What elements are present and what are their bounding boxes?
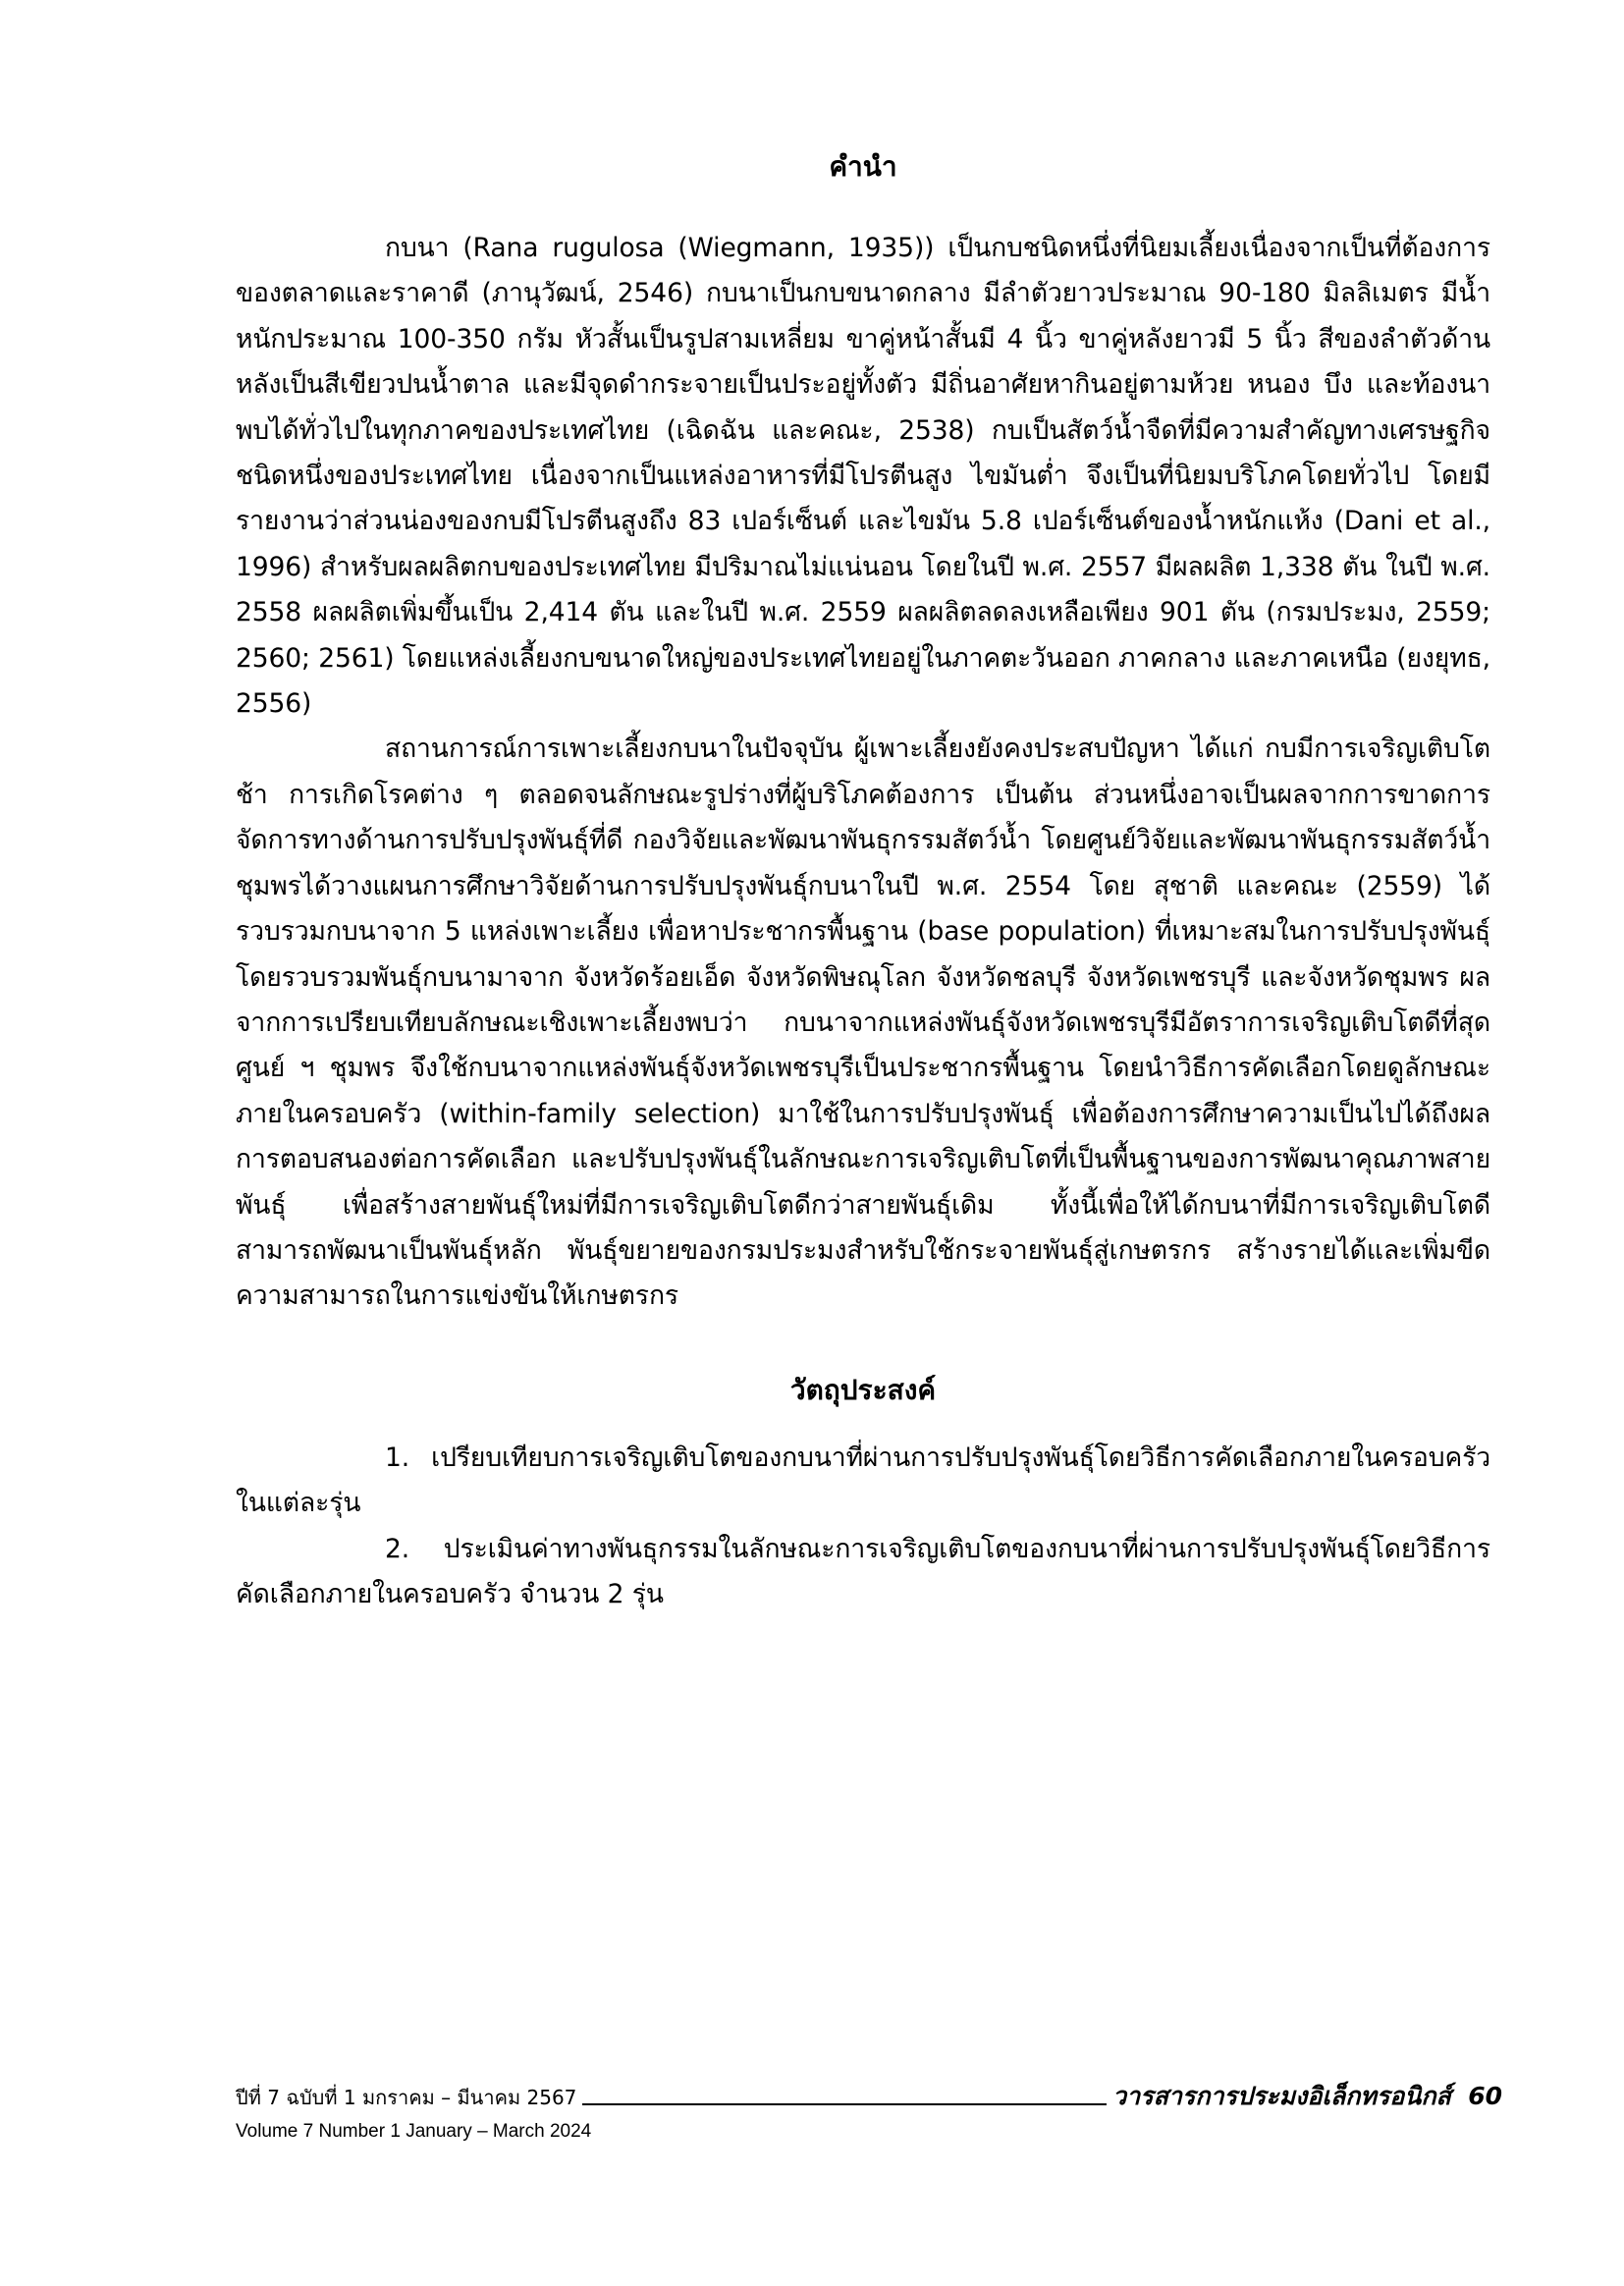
journal-title — [1112, 2082, 1502, 2111]
page-number: 60 — [1468, 2082, 1502, 2110]
intro-paragraph-1: กบนา (Rana rugulosa (Wiegmann, 1935)) เป็นกบชนิดหนึ่งที่นิยมเลี้ยงเนื่องจากเป็นที่ต้องการของตลาดและราคาดี (ภานุวัฒน์, 2546) กบนาเป็นกบขนาดกลาง มีลำตัวยาวประมาณ 90-180 มิลลิเมตร มีน้ำหนักประมาณ 100-350 กรัม หัวสั้นเป็นรูปสามเหลี่ยม ขาคู่หน้าสั้นมี 4 นิ้ว ขาคู่หลังยาวมี 5 นิ้ว สีของลำตัวด้านหลังเป็นสีเขียวปนน้ำตาล และมีจุดดำกระจายเป็นประอยู่ทั้งตัว มีถิ่นอาศัยหากินอยู่ตามห้วย หนอง บึง และท้องนา พบได้ทั่วไปในทุกภาคของประเทศไทย (เฉิดฉัน และคณะ, 2538) กบเป็นสัตว์น้ำจืดที่มีความสำคัญทางเศรษฐกิจชนิดหนึ่งของประเทศไทย เนื่องจากเป็นแหล่งอาหารที่มีโปรตีนสูง ไขมันต่ำ จึงเป็นที่นิยมบริโภคโดยทั่วไป โดยมีรายงานว่าส่วนน่องของกบมีโปรตีนสูงถึง 83 เปอร์เซ็นต์ และไขมัน 5.8 เปอร์เซ็นต์ของน้ำหนักแห้ง (Dani et al., 1996) สำหรับผลผลิตกบของประเทศไทย มีปริมาณไม่แน่นอน โดยในปี พ.ศ. 2557 มีผลผลิต 1,338 ตัน ในปี พ.ศ. 2558 ผลผลิตเพิ่มขึ้นเป็น 2,414 ตัน และในปี พ.ศ. 2559 ผลผลิตลดลงเหลือเพียง 901 ตัน (กรมประมง, 2559; 2560; 2561) โดยแหล่งเลี้ยงกบขนาดใหญ่ของประเทศไทยอยู่ในภาคตะวันออก ภาคกลาง และภาคเหนือ (ยงยุทธ, 2556) — [236, 233, 1490, 720]
intro-paragraph-2: สถานการณ์การเพาะเลี้ยงกบนาในปัจจุบัน ผู้เพาะเลี้ยงยังคงประสบปัญหา ได้แก่ กบมีการเจริญเติบโตช้า การเกิดโรคต่าง ๆ ตลอดจนลักษณะรูปร่างที่ผู้บริโภคต้องการ เป็นต้น ส่วนหนึ่งอาจเป็นผลจากการขาดการจัดการทางด้านการปรับปรุงพันธุ์ที่ดี กองวิจัยและพัฒนาพันธุกรรมสัตว์น้ำ โดยศูนย์วิจัยและพัฒนาพันธุกรรมสัตว์น้ำชุมพรได้วางแผนการศึกษาวิจัยด้านการปรับปรุงพันธุ์กบนาในปี พ.ศ. 2554 โดย สุชาติ และคณะ (2559) ได้รวบรวมกบนาจาก 5 แหล่งเพาะเลี้ยง เพื่อหาประชากรพื้นฐาน (base population) ที่เหมาะสมในการปรับปรุงพันธุ์ โดยรวบรวมพันธุ์กบนามาจาก จังหวัดร้อยเอ็ด จังหวัดพิษณุโลก จังหวัดชลบุรี จังหวัดเพชรบุรี และจังหวัดชุมพร ผลจากการเปรียบเทียบลักษณะเชิงเพาะเลี้ยงพบว่า กบนาจากแหล่งพันธุ์จังหวัดเพชรบุรีมีอัตราการเจริญเติบโตดีที่สุด ศูนย์ ฯ ชุมพร จึงใช้กบนาจากแหล่งพันธุ์จังหวัดเพชรบุรีเป็นประชากรพื้นฐาน โดยนำวิธีการคัดเลือกโดยดูลักษณะภายในครอบครัว (within-family selection) มาใช้ในการปรับปรุงพันธุ์ เพื่อต้องการศึกษาความเป็นไปได้ถึงผลการตอบสนองต่อการคัดเลือก และปรับปรุงพันธุ์ในลักษณะการเจริญเติบโตที่เป็นพื้นฐานของการพัฒนาคุณภาพสายพันธุ์ เพื่อสร้างสายพันธุ์ใหม่ที่มีการเจริญเติบโตดีกว่าสายพันธุ์เดิม ทั้งนี้เพื่อให้ได้กบนาที่มีการเจริญเติบโตดี สามารถพัฒนาเป็นพันธุ์หลัก พันธุ์ขยายของกรมประมงสำหรับใช้กระจายพันธุ์สู่เกษตรกร สร้างรายได้และเพิ่มขีดความสามารถในการแข่งขันให้เกษตรกร — [236, 734, 1490, 1312]
issue-info-thai: ปีที่ 7 ฉบับที่ 1 มกราคม – มีนาคม 2567 — [236, 2086, 577, 2109]
objectives-heading: วัตถุประสงค์ — [789, 1373, 937, 1406]
page-footer — [236, 2082, 1502, 2145]
objective-item-2: 2. ประเมินค่าทางพันธุกรรมในลักษณะการเจริญเติบโตของกบนาที่ผ่านการปรับปรุงพันธุ์โดยวิธีการคัดเลือกภายในครอบครัว จำนวน 2 รุ่น — [236, 1533, 1490, 1609]
issue-info-english: Volume 7 Number 1 January – March 2024 — [236, 2121, 592, 2142]
intro-heading: คำนำ — [829, 150, 897, 183]
article-body — [236, 147, 1490, 1617]
footer-row — [236, 2082, 1502, 2111]
footer-divider — [582, 2103, 1107, 2105]
objective-item-1: 1. เปรียบเทียบการเจริญเติบโตของกบนาที่ผ่านการปรับปรุงพันธุ์โดยวิธีการคัดเลือกภายในครอบครัวในแต่ละรุ่น — [236, 1442, 1490, 1519]
journal-name: วารสารการประมงอิเล็กทรอนิกส์ — [1112, 2082, 1451, 2110]
